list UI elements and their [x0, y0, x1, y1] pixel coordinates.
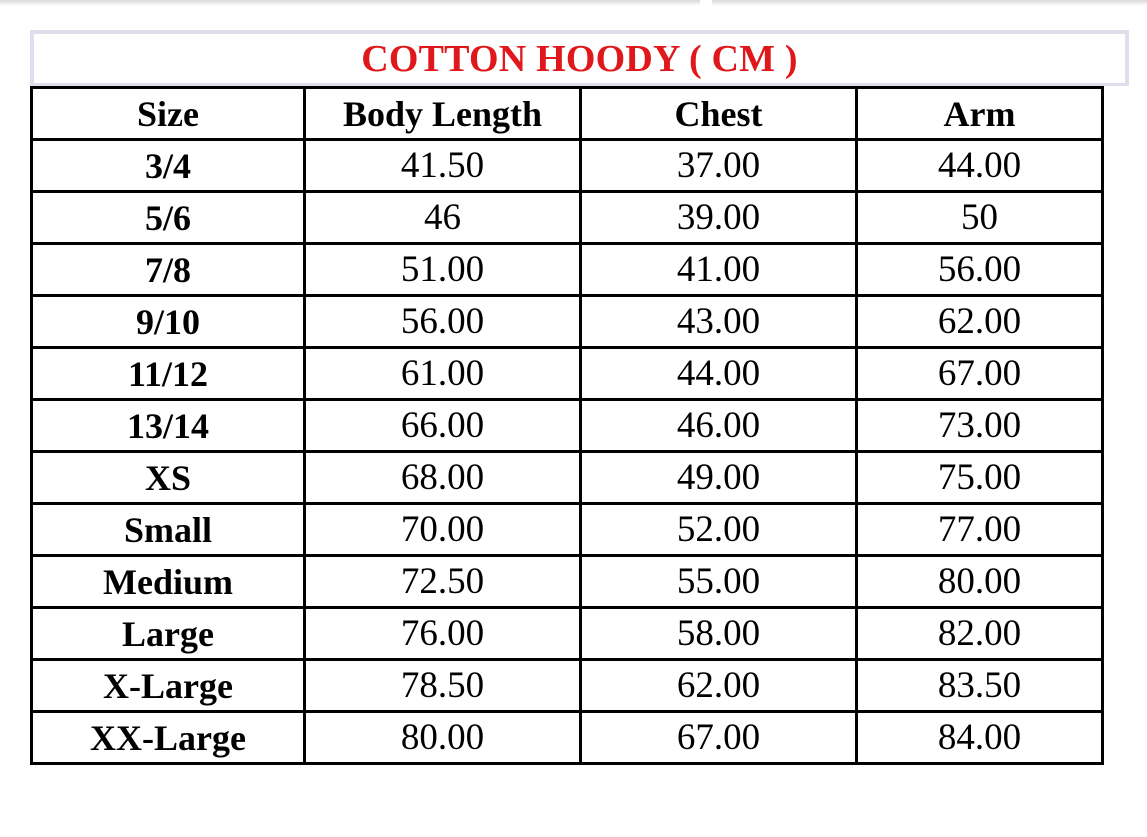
chest-cell: 39.00: [581, 192, 857, 244]
chest-cell: 37.00: [581, 140, 857, 192]
arm-cell: 77.00: [857, 504, 1103, 556]
header-chest: Chest: [581, 88, 857, 140]
size-cell: 3/4: [32, 140, 305, 192]
arm-cell: 50: [857, 192, 1103, 244]
chest-cell: 46.00: [581, 400, 857, 452]
size-table: [30, 86, 1104, 765]
table-row: [32, 244, 1103, 296]
arm-cell: 62.00: [857, 296, 1103, 348]
size-cell: Small: [32, 504, 305, 556]
chest-cell: 67.00: [581, 712, 857, 764]
arm-cell: 83.50: [857, 660, 1103, 712]
arm-cell: 73.00: [857, 400, 1103, 452]
chest-cell: 41.00: [581, 244, 857, 296]
chest-cell: 52.00: [581, 504, 857, 556]
arm-cell: 75.00: [857, 452, 1103, 504]
size-cell: 11/12: [32, 348, 305, 400]
chest-cell: 44.00: [581, 348, 857, 400]
size-cell: 7/8: [32, 244, 305, 296]
chest-cell: 58.00: [581, 608, 857, 660]
size-cell: 13/14: [32, 400, 305, 452]
table-row: [32, 452, 1103, 504]
table-row: [32, 504, 1103, 556]
size-cell: XX-Large: [32, 712, 305, 764]
size-cell: 5/6: [32, 192, 305, 244]
table-row: [32, 660, 1103, 712]
body-length-cell: 76.00: [305, 608, 581, 660]
header-row: [32, 88, 1103, 140]
arm-cell: 56.00: [857, 244, 1103, 296]
arm-cell: 82.00: [857, 608, 1103, 660]
arm-cell: 67.00: [857, 348, 1103, 400]
chest-cell: 55.00: [581, 556, 857, 608]
body-length-cell: 70.00: [305, 504, 581, 556]
table-row: [32, 400, 1103, 452]
table-row: [32, 556, 1103, 608]
top-edge-shadow-right: [712, 0, 1147, 6]
arm-cell: 80.00: [857, 556, 1103, 608]
size-cell: 9/10: [32, 296, 305, 348]
table-row: [32, 348, 1103, 400]
header-body-length: Body Length: [305, 88, 581, 140]
title-bar: [30, 30, 1129, 86]
chest-cell: 62.00: [581, 660, 857, 712]
size-cell: Medium: [32, 556, 305, 608]
table-row: [32, 192, 1103, 244]
arm-cell: 84.00: [857, 712, 1103, 764]
size-chart: [30, 30, 1129, 765]
size-cell: X-Large: [32, 660, 305, 712]
size-cell: Large: [32, 608, 305, 660]
chest-cell: 43.00: [581, 296, 857, 348]
body-length-cell: 61.00: [305, 348, 581, 400]
chest-cell: 49.00: [581, 452, 857, 504]
top-edge-shadow-left: [0, 0, 700, 6]
body-length-cell: 78.50: [305, 660, 581, 712]
body-length-cell: 56.00: [305, 296, 581, 348]
header-size: Size: [32, 88, 305, 140]
body-length-cell: 68.00: [305, 452, 581, 504]
body-length-cell: 46: [305, 192, 581, 244]
header-arm: Arm: [857, 88, 1103, 140]
table-row: [32, 608, 1103, 660]
table-row: [32, 140, 1103, 192]
size-cell: XS: [32, 452, 305, 504]
body-length-cell: 51.00: [305, 244, 581, 296]
body-length-cell: 80.00: [305, 712, 581, 764]
chart-title: COTTON HOODY ( CM ): [361, 37, 798, 80]
body-length-cell: 41.50: [305, 140, 581, 192]
body-length-cell: 66.00: [305, 400, 581, 452]
table-row: [32, 712, 1103, 764]
arm-cell: 44.00: [857, 140, 1103, 192]
table-row: [32, 296, 1103, 348]
body-length-cell: 72.50: [305, 556, 581, 608]
